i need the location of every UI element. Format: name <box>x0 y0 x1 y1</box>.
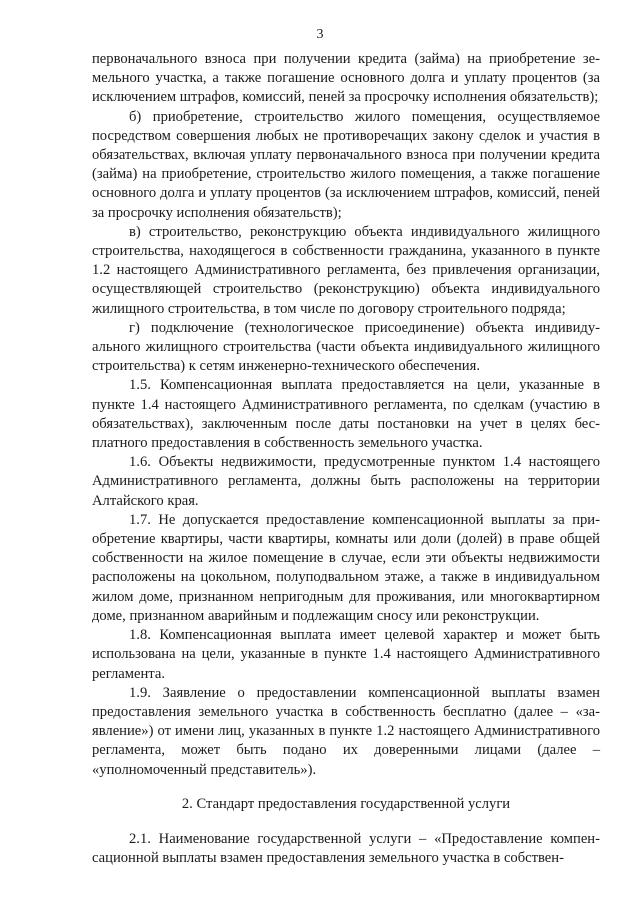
paragraph-1-9: 1.9. Заявление о предоставлении компенсационной выплаты взамен предоставления земельного участка в собственность бесплатно (далее – «заявление») от имени лиц, указанных в пункте 1.2 настоящего Административного регламента, может быть подано их доверенными лицами (далее – «уполномоченный представитель»). <box>92 684 600 778</box>
paragraph-continuation: первоначального взноса при получении кредита (займа) на приобретение земельного участка, а также погашение основного долга и уплату процентов (за исключением штрафов, комиссий, пеней за просрочку исполнения обязательств); <box>92 51 600 106</box>
paragraph-1-7: 1.7. Не допускается предоставление компенсационной выплаты за приобретение квартиры, части квартиры, комнаты или доли (долей) в праве общей собственности на жилое помещение в случае, если эти объекты недвижимости расположены на цокольном, полуподвальном этаже, а также в индивидуальном жилом доме, признанном непригодным для проживания, или многоквартирном доме, признанном аварийным и подлежащим сносу или реконструкции. <box>92 511 600 624</box>
paragraph-1-6: 1.6. Объекты недвижимости, предусмотренные пунктом 1.4 настоящего Административного регламента, должны быть расположены на территории Алтайского края. <box>92 454 600 509</box>
paragraph-1-5: 1.5. Компенсационная выплата предоставляется на цели, указанные в пункте 1.4 настоящего Административного регламента, по сделкам (участию в обязательствах), заключенным после даты постановки на учет в целях бесплатного предоставления в собственность земельного участка. <box>92 377 600 452</box>
section-heading: 2. Стандарт предоставления государственной услуги <box>181 795 511 812</box>
page-number: 3 <box>316 27 324 42</box>
paragraph-item-b: б) приобретение, строительство жилого помещения, осуществляемое посредством совершения любых не противоречащих закону сделок и участия в обязательствах, включая уплату первоначального взноса при получении кредита (займа) на приобретение, строительство жилого помещения, а также погашение основного долга и уплату процентов (за исключением штрафов, комиссий, пеней за просрочку исполнения обязательств); <box>92 108 600 221</box>
document-body <box>92 50 600 868</box>
paragraph-item-g: г) подключение (технологическое присоединение) объекта индивидуального жилищного строительства (части объекта индивидуального жилищного строительства) к сетям инженерно-технического обеспечения. <box>92 319 600 375</box>
paragraph-item-v: в) строительство, реконструкцию объекта индивидуального жилищного строительства, находящегося в собственности гражданина, указанного в пункте 1.2 настоящего Административного регламента, без привлечения организации, осуществляющей строительство (реконструкцию) объекта индивидуального жилищного строительства, в том числе по договору строительного подряда; <box>92 223 600 317</box>
paragraph-1-8: 1.8. Компенсационная выплата имеет целевой характер и может быть использована на цели, указанные в пункте 1.4 настоящего Административного регламента. <box>92 627 600 682</box>
paragraph-2-1: 2.1. Наименование государственной услуги – «Предоставление компенсационной выплаты взамен предоставления земельного участка в собствен- <box>92 830 600 867</box>
